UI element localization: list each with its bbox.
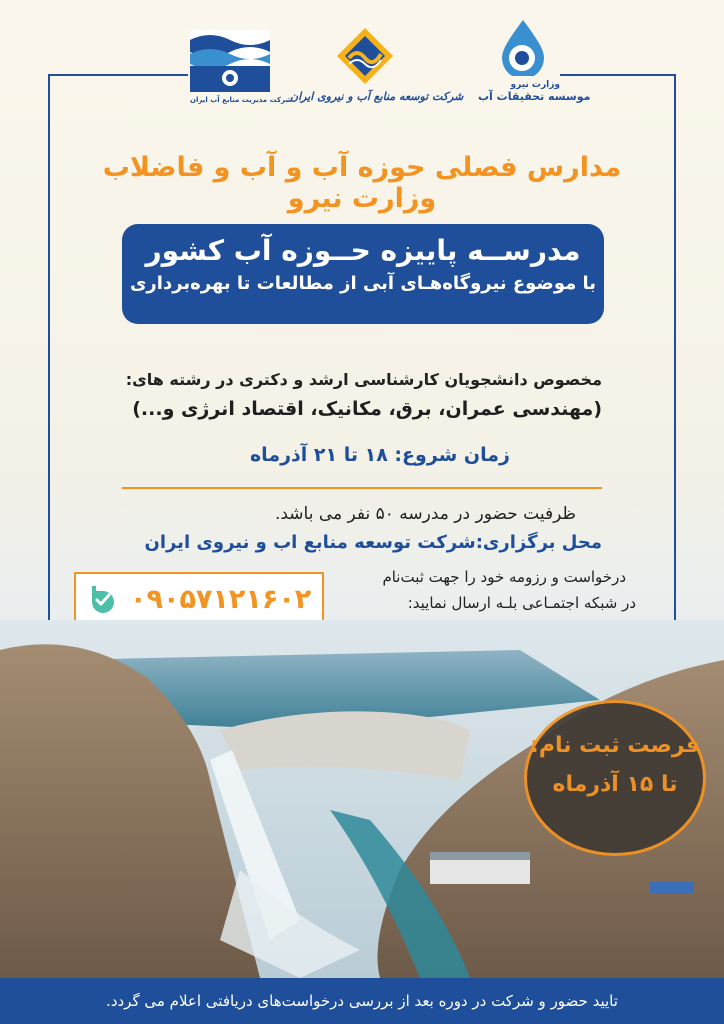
frame-right-line [674, 74, 676, 634]
deadline-label: فرصت ثبت نام: [530, 733, 700, 758]
logo-water-resources-label: شرکت مدیریت منابع آب ایران [190, 96, 293, 104]
footer-note: تایید حضور و شرکت در دوره بعد از بررسی درخواست‌های دریافتی اعلام می گردد. [0, 978, 724, 1024]
audience-text: مخصوص دانشجویان کارشناسی ارشد و دکتری در رشته های: [125, 370, 602, 389]
school-title-banner [122, 224, 604, 324]
request-text-line1: درخواست و رزومه خود را جهت ثبت‌نام [382, 568, 626, 586]
request-text-line2: در شبکه اجتمـاعی بلـه ارسال نمایید: [407, 594, 636, 612]
deadline-badge [524, 700, 706, 856]
frame-top-line-left [48, 74, 188, 76]
start-date-text: زمان شروع: ۱۸ تا ۲۱ آذرماه [249, 444, 510, 466]
page-title: مدارس فصلی حوزه آب و آب و فاضلاب وزارت نیرو [102, 152, 622, 214]
venue-text: محل برگزاری:شرکت توسعه منابع اب و نیروی ایران [144, 532, 602, 553]
logo-water-resources [190, 30, 293, 104]
banner-title: مدرســه پاییزه حــوزه آب کشور [145, 234, 581, 267]
fields-text: (مهندسی عمران، برق، مکانیک، اقتصاد انرژی و...) [132, 398, 602, 420]
divider [122, 487, 602, 489]
logo-water-research-label: موسسه تحقیقات آب [478, 90, 591, 103]
banner-subtitle: با موضوع نیروگاه‌هـای آبی از مطالعات تا بهره‌برداری [129, 273, 597, 294]
frame-top-line-right [560, 74, 676, 76]
bale-messenger-icon [86, 582, 120, 616]
capacity-text: ظرفیت حضور در مدرسه ۵۰ نفر می باشد. [274, 504, 576, 524]
logo-water-power-dev-label: شرکت توسعه منابع آب و نیروی ایران [290, 90, 464, 103]
logo-water-research [478, 18, 591, 103]
water-research-institute-logo-icon [498, 18, 548, 76]
logo-water-power-dev [290, 26, 464, 103]
logo-water-research-top-label: وزارت نیرو [510, 80, 560, 90]
iran-water-power-dev-logo-icon [335, 26, 395, 86]
phone-box [74, 572, 324, 626]
frame-left-line [48, 74, 50, 634]
phone-number[interactable]: ۰۹۰۵۷۱۲۱۶۰۲ [130, 583, 312, 615]
water-resources-logo-icon [190, 30, 270, 92]
deadline-date: تا ۱۵ آذرماه [552, 772, 678, 797]
